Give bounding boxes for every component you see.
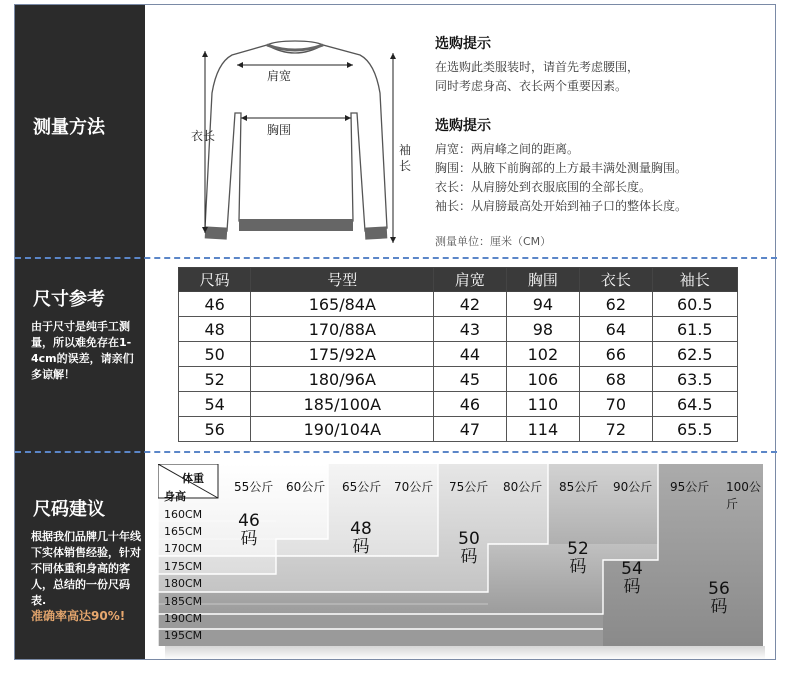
table-cell: 56 xyxy=(179,417,251,442)
weight-label: 75公斤 xyxy=(449,480,489,494)
size-guide-frame xyxy=(14,4,776,660)
table-cell: 68 xyxy=(580,367,652,392)
sweater-diagram xyxy=(175,33,415,258)
table-cell: 185/100A xyxy=(251,392,434,417)
table-cell: 46 xyxy=(434,392,506,417)
height-label: 195CM xyxy=(164,629,203,642)
size-code-unit: 码 xyxy=(623,577,641,597)
size-code-unit: 码 xyxy=(569,557,587,577)
height-label: 170CM xyxy=(164,542,203,555)
weight-label: 85公斤 xyxy=(559,480,599,494)
col-header: 号型 xyxy=(251,268,434,292)
tip-line: 衣长：从肩膀处到衣服底围的全部长度。 xyxy=(435,180,652,194)
table-cell: 42 xyxy=(434,292,506,317)
size-code-unit: 码 xyxy=(352,537,370,557)
tip-line: 胸围：从腋下前胸部的上方最丰满处测量胸围。 xyxy=(435,161,688,175)
table-cell: 52 xyxy=(179,367,251,392)
section-divider xyxy=(15,451,777,453)
unit-note: 测量单位：厘米（CM） xyxy=(435,235,552,248)
sidebar xyxy=(15,5,145,659)
table-cell: 45 xyxy=(434,367,506,392)
purchase-tip-1 xyxy=(435,35,639,96)
table-cell: 64 xyxy=(580,317,652,342)
height-label: 165CM xyxy=(164,525,203,538)
table-cell: 60.5 xyxy=(652,292,737,317)
table-cell: 106 xyxy=(506,367,580,392)
size-code-number: 50 xyxy=(458,529,480,549)
table-cell: 54 xyxy=(179,392,251,417)
shoulder-label: 肩宽 xyxy=(267,69,292,83)
height-corner-label: 身高 xyxy=(164,490,186,503)
sleeve-label-2: 长 xyxy=(399,159,412,173)
weight-label: 55公斤 xyxy=(234,480,274,494)
col-header: 衣长 xyxy=(580,268,652,292)
table-cell: 190/104A xyxy=(251,417,434,442)
size-code-46 xyxy=(234,512,264,548)
height-label: 180CM xyxy=(164,577,203,590)
height-label: 175CM xyxy=(164,560,203,573)
size-code-52 xyxy=(563,540,593,576)
weight-label: 100公斤 xyxy=(726,480,761,511)
table-row xyxy=(179,417,738,442)
weight-label: 90公斤 xyxy=(613,480,653,494)
table-cell: 44 xyxy=(434,342,506,367)
tip-line: 同时考虑身高、衣长两个重要因素。 xyxy=(435,79,628,93)
size-code-number: 46 xyxy=(238,511,260,531)
chart-shadow xyxy=(165,646,765,660)
sleeve-label-1: 袖 xyxy=(399,143,412,157)
table-cell: 48 xyxy=(179,317,251,342)
table-cell: 61.5 xyxy=(652,317,737,342)
table-cell: 170/88A xyxy=(251,317,434,342)
weight-label: 60公斤 xyxy=(286,480,326,494)
col-header: 肩宽 xyxy=(434,268,506,292)
purchase-tip-2 xyxy=(435,117,687,216)
size-code-number: 54 xyxy=(621,559,643,579)
accuracy-note: 准确率高达90%! xyxy=(31,609,126,623)
height-label: 160CM xyxy=(164,508,203,521)
height-label: 185CM xyxy=(164,595,203,608)
tip-line: 肩宽：两肩峰之间的距离。 xyxy=(435,142,580,156)
size-code-56 xyxy=(704,580,734,616)
size-code-unit: 码 xyxy=(460,547,478,567)
table-cell: 114 xyxy=(506,417,580,442)
table-cell: 70 xyxy=(580,392,652,417)
weight-label: 95公斤 xyxy=(670,480,710,494)
col-header: 尺码 xyxy=(179,268,251,292)
table-cell: 165/84A xyxy=(251,292,434,317)
table-cell: 65.5 xyxy=(652,417,737,442)
chest-label: 胸围 xyxy=(267,123,292,137)
size-code-48 xyxy=(346,520,376,556)
table-cell: 50 xyxy=(179,342,251,367)
table-cell: 62 xyxy=(580,292,652,317)
measure-method-title: 测量方法 xyxy=(33,117,105,138)
table-cell: 66 xyxy=(580,342,652,367)
weight-corner-label: 体重 xyxy=(182,472,204,485)
tip-title: 选购提示 xyxy=(435,36,491,52)
size-code-50 xyxy=(454,530,484,566)
table-cell: 62.5 xyxy=(652,342,737,367)
size-code-number: 52 xyxy=(567,539,589,559)
size-table xyxy=(178,267,738,442)
table-cell: 110 xyxy=(506,392,580,417)
table-row xyxy=(179,342,738,367)
table-cell: 94 xyxy=(506,292,580,317)
size-code-number: 56 xyxy=(708,579,730,599)
size-code-number: 48 xyxy=(350,519,372,539)
col-header: 胸围 xyxy=(506,268,580,292)
table-cell: 46 xyxy=(179,292,251,317)
tip-line: 袖长：从肩膀最高处开始到袖子口的整体长度。 xyxy=(435,199,688,213)
col-header: 袖长 xyxy=(652,268,737,292)
table-row xyxy=(179,292,738,317)
size-code-54 xyxy=(617,560,647,596)
size-code-unit: 码 xyxy=(710,597,728,617)
table-row xyxy=(179,367,738,392)
table-cell: 43 xyxy=(434,317,506,342)
size-reference-title: 尺寸参考 xyxy=(33,289,105,310)
height-label: 190CM xyxy=(164,612,203,625)
tip-title: 选购提示 xyxy=(435,118,491,134)
size-reference-note: 由于尺寸是纯手工测量，所以难免存在1-4cm的误差，请亲们多谅解！ xyxy=(31,320,134,381)
table-cell: 72 xyxy=(580,417,652,442)
table-row xyxy=(179,317,738,342)
weight-label: 70公斤 xyxy=(394,480,434,494)
table-cell: 64.5 xyxy=(652,392,737,417)
table-cell: 47 xyxy=(434,417,506,442)
weight-label: 80公斤 xyxy=(503,480,543,494)
table-cell: 98 xyxy=(506,317,580,342)
size-recommend-title: 尺码建议 xyxy=(33,499,105,520)
length-label: 衣长 xyxy=(191,129,216,143)
size-code-unit: 码 xyxy=(240,529,258,549)
table-header-row xyxy=(179,268,738,292)
size-recommendation-chart xyxy=(158,464,763,646)
table-row xyxy=(179,392,738,417)
size-recommend-note: 根据我们品牌几十年线下实体销售经验，针对不同体重和身高的客人，总结的一份尺码表. xyxy=(31,530,141,607)
table-cell: 63.5 xyxy=(652,367,737,392)
weight-label: 65公斤 xyxy=(342,480,382,494)
table-cell: 180/96A xyxy=(251,367,434,392)
table-cell: 102 xyxy=(506,342,580,367)
tip-line: 在选购此类服装时，请首先考虑腰围， xyxy=(435,60,640,74)
table-cell: 175/92A xyxy=(251,342,434,367)
